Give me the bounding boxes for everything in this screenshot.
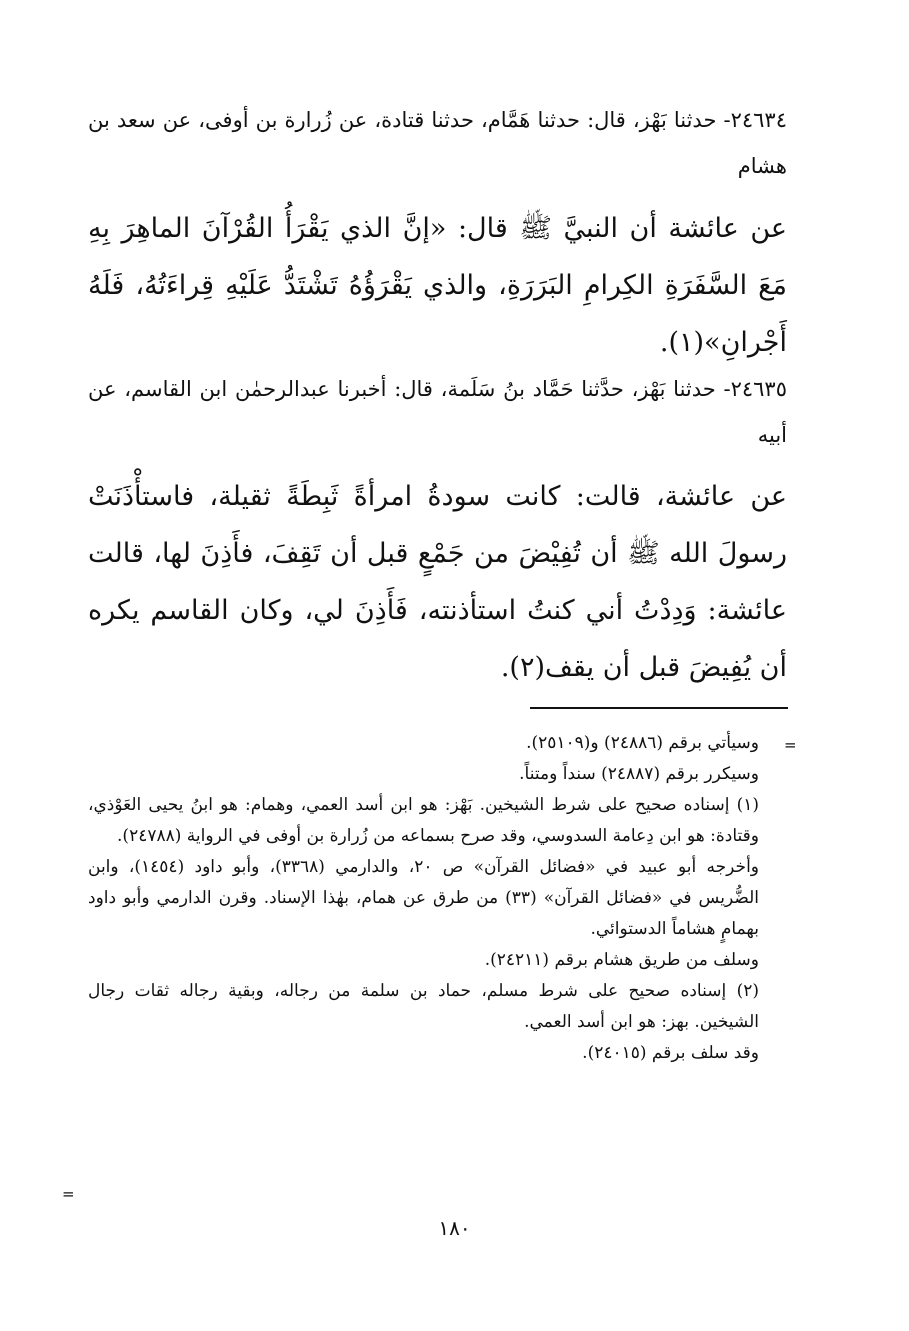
footnote-2: (٢) إسناده صحيح على شرط مسلم، حماد بن سلمة من رجاله، وبقية رجاله ثقات رجال الشيخين. بهز: هو ابن أسد العمي.	[88, 981, 759, 1032]
hadith-24635-matn: عن عائشة، قالت: كانت سودةُ امرأةً ثَبِطَةً ثقيلة، فاستأْذَنَتْ رسولَ الله ﷺ أن تُفِيْضَ من جَمْعٍ قبل أن تَقِفَ، فأَذِنَ لها، قالت عائشة: وَدِدْتُ أني كنتُ استأذنته، فَأَذِنَ لي، وكان القاسم يكره أن يُفِيضَ قبل أن يقف(٢).	[88, 481, 787, 683]
footnotes	[88, 728, 787, 1069]
footnote-1: (١) إسناده صحيح على شرط الشيخين. بَهْز: هو ابن أسد العمي، وهمام: هو ابنُ يحيى العَوْذي، وقتادة: هو ابن دِعامة السدوسي، وقد صرح بسماعه من زُرارة بن أوفى في الرواية (٢٤٧٨٨).	[88, 795, 759, 846]
continuation-mark-bottom: =	[62, 1185, 75, 1203]
hadith-24634-isnad: ٢٤٦٣٤- حدثنا بَهْز، قال: حدثنا هَمَّام، حدثنا قتادة، عن زُرارة بن أوفى، عن سعد بن هشام	[88, 108, 787, 178]
footnote-line: وقد سلف برقم (٢٤٠١٥).	[582, 1043, 759, 1063]
footnote-line: وسلف من طريق هشام برقم (٢٤٢١١).	[484, 950, 759, 970]
continuation-mark-top: =	[784, 736, 797, 754]
footnote-line: وأخرجه أبو عبيد في «فضائل القرآن» ص ٢٠، والدارمي (٣٣٦٨)، وأبو داود (١٤٥٤)، وابن الضُّريس في «فضائل القرآن» (٣٣) من طرق عن همام، بهٰذا الإسناد. وقرن الدارمي وأبو داود بهمامٍ هشاماً الدستوائي.	[88, 857, 759, 939]
footnote-line: وسيكرر برقم (٢٤٨٨٧) سنداً ومتناً.	[519, 764, 759, 784]
hadith-24635-isnad: ٢٤٦٣٥- حدثنا بَهْز، حدَّثنا حَمَّاد بنُ سَلَمة، قال: أخبرنا عبدالرحمٰن ابن القاسم، عن أبيه	[88, 377, 787, 447]
footnote-line: وسيأتي برقم (٢٤٨٨٦) و(٢٥١٠٩).	[526, 733, 759, 753]
hadith-24634-matn: عن عائشة أن النبيَّ ﷺ قال: «إنَّ الذي يَقْرَأُ القُرْآنَ الماهِرَ بِهِ مَعَ السَّفَرَةِ الكِرامِ البَرَرَةِ، والذي يَقْرَؤُهُ تَشْتَدُّ عَلَيْهِ قِراءَتُهُ، فَلَهُ أَجْرانِ»(١).	[88, 213, 787, 358]
page-number: ١٨٠	[438, 1216, 471, 1240]
footnote-separator	[530, 707, 788, 709]
